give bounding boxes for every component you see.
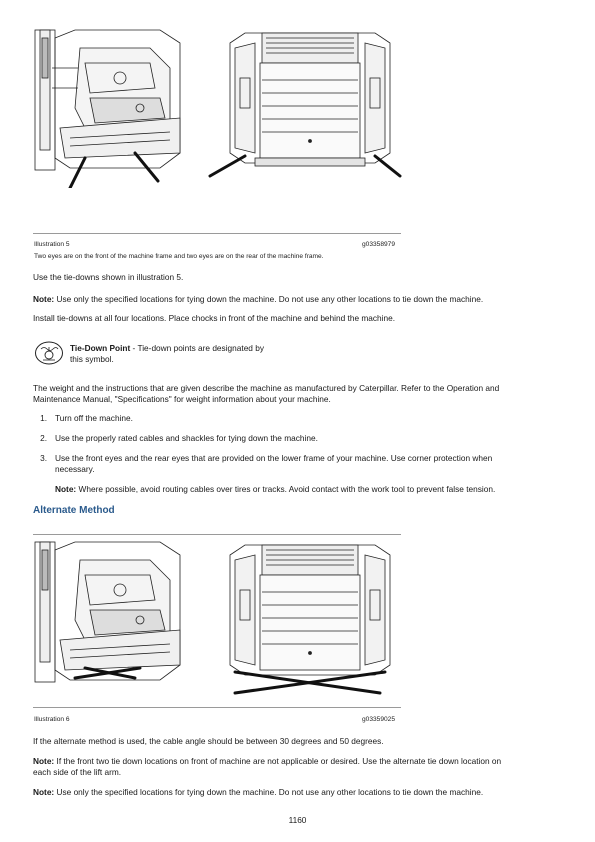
illustration-5-figure (30, 28, 405, 188)
paragraph-alternate-method: If the alternate method is used, the cable angle should be between 30 degrees and 50 degrees. (33, 736, 384, 746)
paragraph-weight-line1: The weight and the instructions that are given describe the machine as manufactured by Caterpillar. Refer to the Operation and (33, 383, 500, 393)
illustration-5-id: g03358979 (362, 241, 396, 248)
illustration-6-bottom-rule (33, 707, 401, 708)
step-text-line1: Use the front eyes and the rear eyes that are provided on the lower frame of your machine. Use corner protection when (55, 453, 493, 463)
step-number: 1. (40, 413, 47, 423)
alternate-method-heading: Alternate Method (33, 505, 115, 516)
note-text: If the front two tie down locations on front of machine are not applicable or desired. Use the alternate tie down location on (54, 756, 502, 766)
step-1 (33, 413, 563, 425)
note-front-tie-down (33, 756, 563, 778)
step-2 (33, 433, 563, 445)
step-number: 2. (40, 433, 47, 443)
page-number: 1160 (288, 815, 307, 825)
tie-down-point-title: Tie-Down Point (70, 343, 131, 353)
tie-down-point-icon (34, 341, 64, 365)
paragraph-install-tie-downs: Install tie-downs at all four locations. Place chocks in front of the machine and behind the machine. (33, 313, 396, 323)
note-specified-locations-2 (33, 787, 563, 798)
note-text: Use only the specified locations for tying down the machine. Do not use any other locations to tie down the machine. (54, 787, 484, 797)
step-text: Use the properly rated cables and shackles for tying down the machine. (55, 433, 318, 443)
illustration-5-drawing (30, 28, 405, 188)
illustration-5-top-rule (33, 233, 401, 234)
step-text: Turn off the machine. (55, 413, 133, 423)
note-avoid-routing (55, 484, 565, 495)
paragraph-weight-line2: Maintenance Manual, "Specifications" for weight information about your machine. (33, 394, 331, 404)
illustration-6-id: g03359025 (362, 716, 396, 723)
paragraph-weight (33, 383, 563, 405)
note-label: Note: (33, 294, 55, 304)
step-3 (33, 453, 563, 477)
note-label: Note: (33, 756, 55, 766)
illustration-6-top-rule (33, 534, 401, 535)
illustration-6-drawing (30, 540, 405, 702)
illustration-5-label: Illustration 5 (34, 241, 70, 248)
note-text: Where possible, avoid routing cables over tires or tracks. Avoid contact with the work tool to prevent false tension. (76, 484, 496, 494)
step-text (55, 453, 565, 475)
tie-down-desc-line2: this symbol. (70, 354, 114, 364)
illustration-6-label: Illustration 6 (34, 716, 70, 723)
step-number: 3. (40, 453, 47, 463)
note-text-line2: each side of the lift arm. (33, 767, 122, 777)
illustration-5-caption: Two eyes are on the front of the machine frame and two eyes are on the rear of the machine frame. (34, 253, 324, 260)
note-text: Use only the specified locations for tying down the machine. Do not use any other locations to tie down the machine. (54, 294, 484, 304)
step-text-line2: necessary. (55, 464, 95, 474)
illustration-6-figure (30, 540, 405, 702)
note-specified-locations (33, 294, 563, 305)
note-label: Note: (33, 787, 55, 797)
tie-down-desc-line1: - Tie-down points are designated by (130, 343, 264, 353)
paragraph-use-tie-downs: Use the tie-downs shown in illustration 5. (33, 272, 184, 282)
note-label: Note: (55, 484, 77, 494)
tie-down-symbol-description (70, 343, 264, 365)
